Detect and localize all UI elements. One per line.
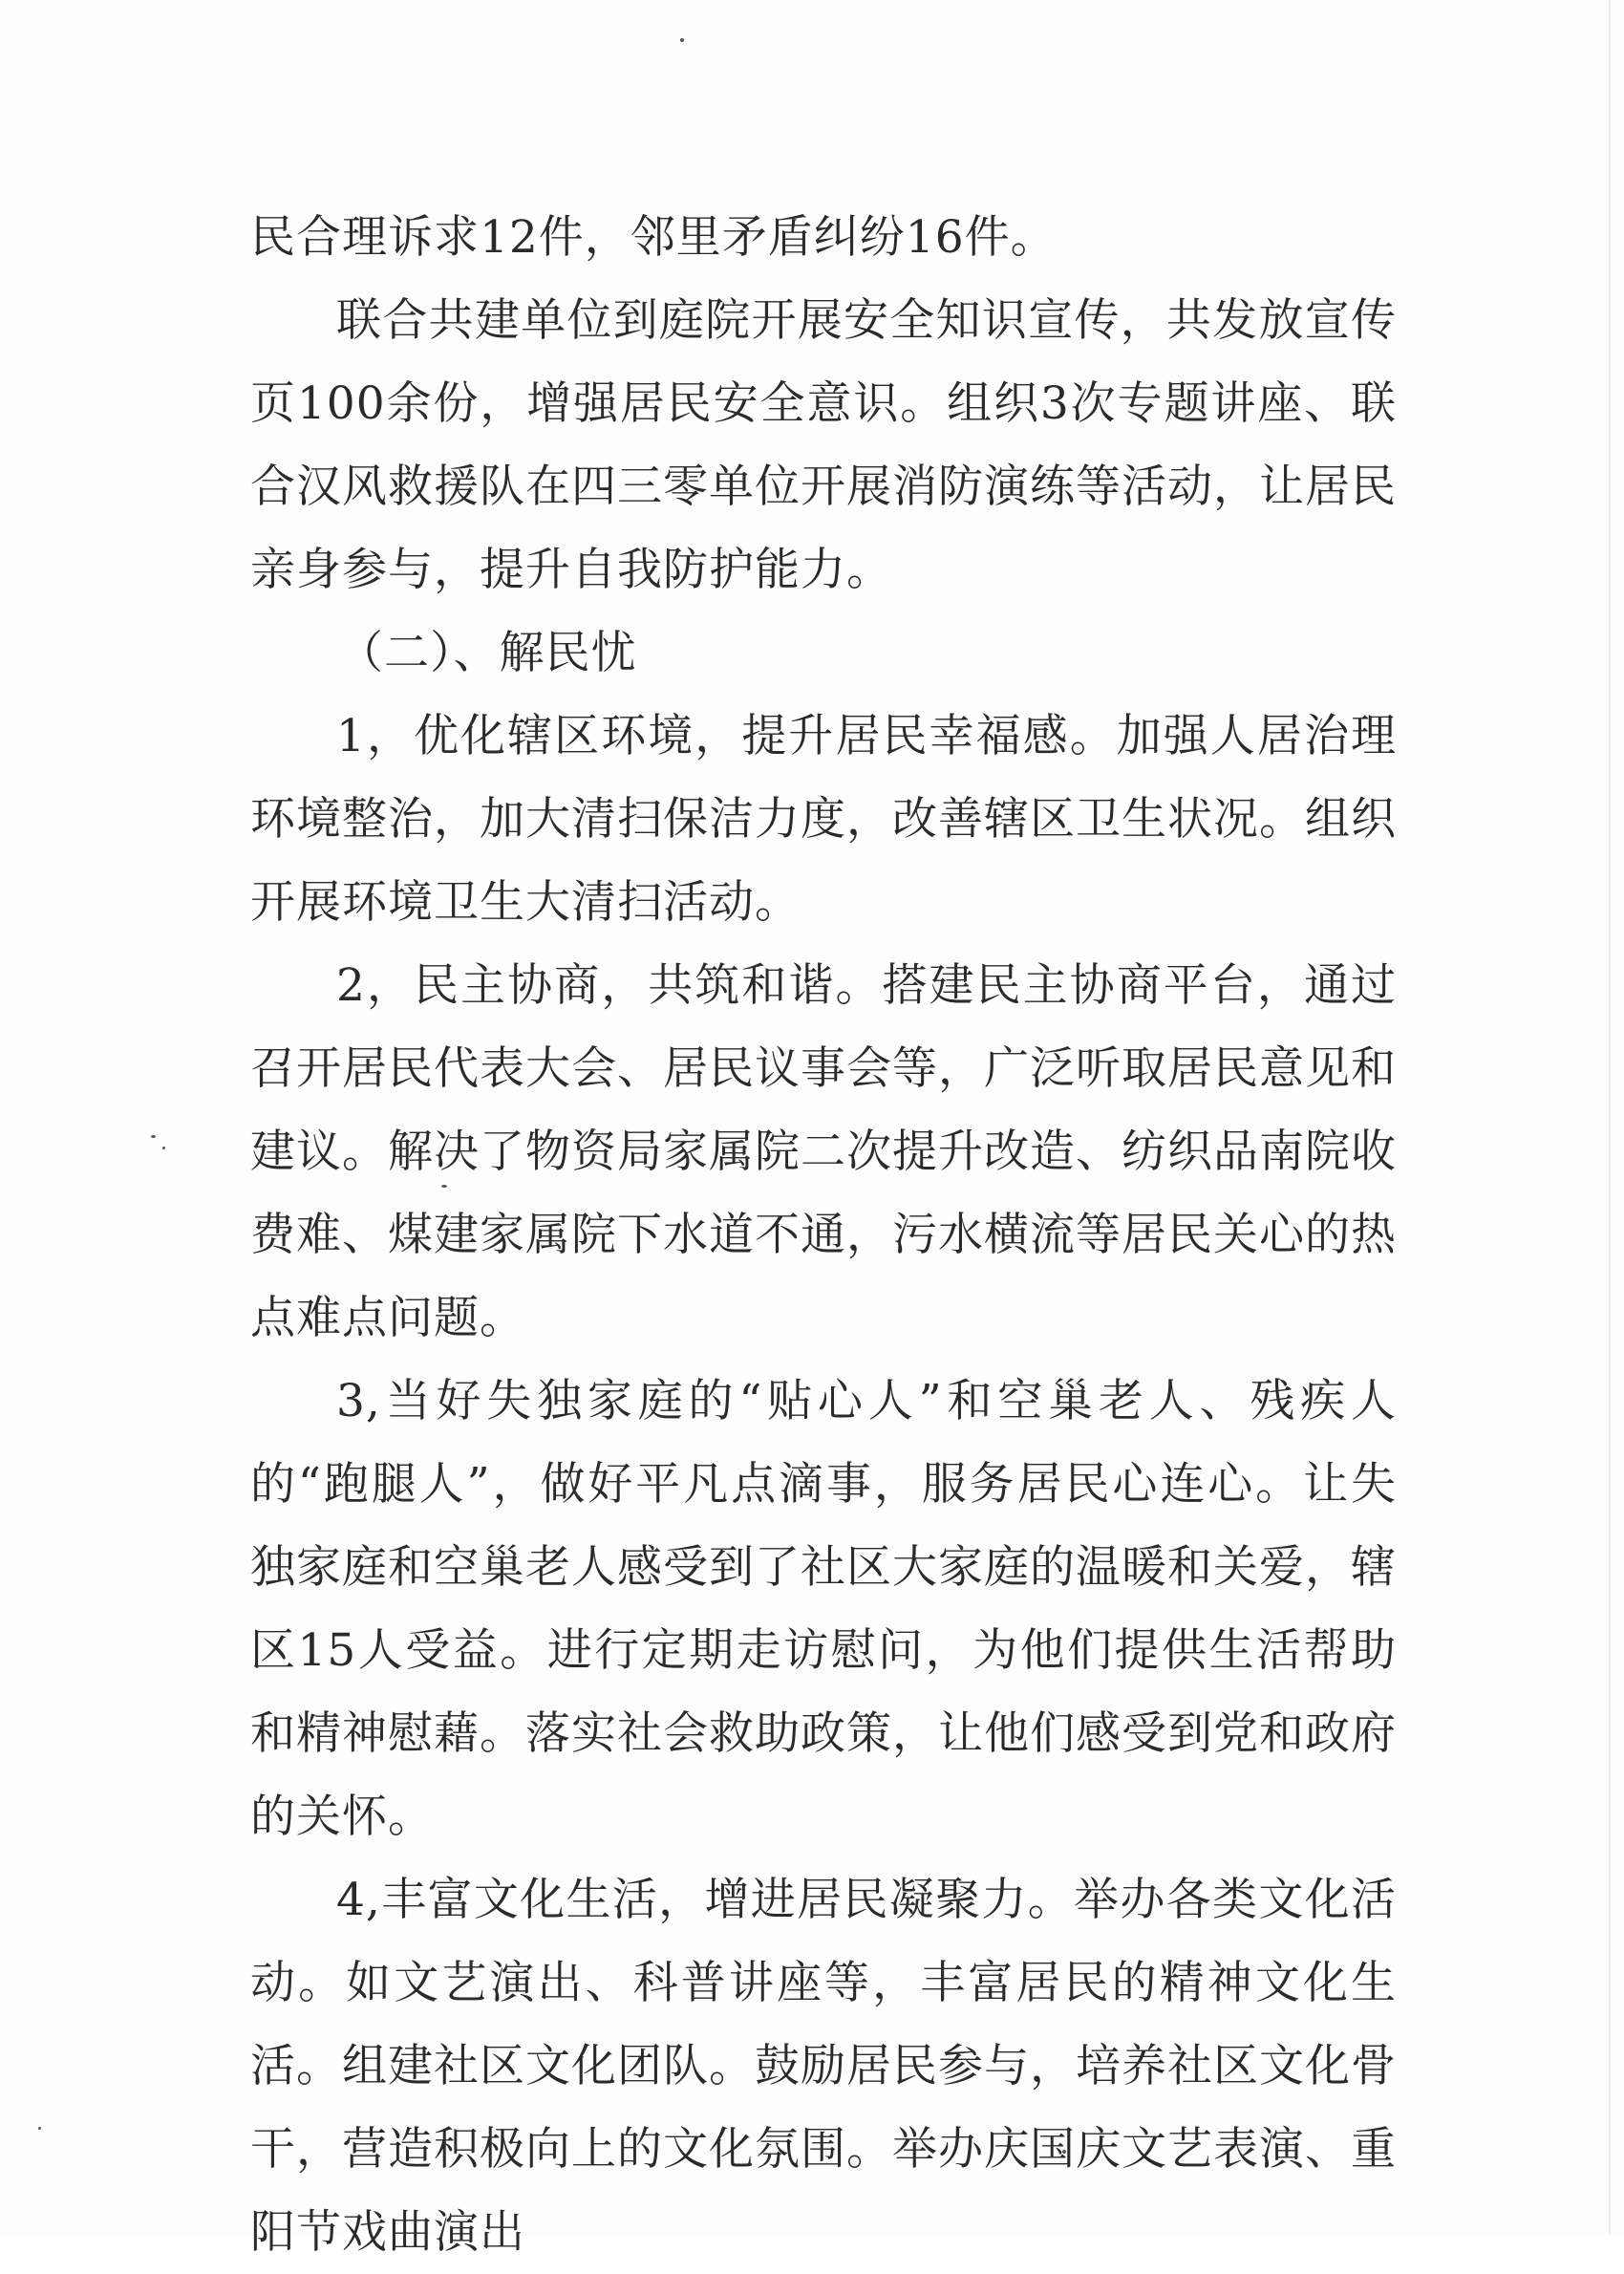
- paragraph-item-2: 2，民主协商，共筑和谐。搭建民主协商平台，通过召开居民代表大会、居民议事会等，广泛听取居民意见和建议。解决了物资局家属院二次提升改造、纺织品南院收费难、煤建家属院下水道不通，污水横流等居民关心的热点难点问题。: [250, 959, 1397, 1344]
- document-body: [250, 196, 1397, 2274]
- scan-speck: [162, 1147, 165, 1149]
- paragraph-item-3: 3,当好失独家庭的“贴心人”和空巢老人、残疾人的“跑腿人”，做好平凡点滴事，服务居民心连心。让失独家庭和空巢老人感受到了社区大家庭的温暖和关爱，辖区15人受益。进行定期走访慰问，为他们提供生活帮助和精神慰藉。落实社会救助政策，让他们感受到党和政府的关怀。: [250, 1375, 1397, 1843]
- paragraph-continuation: 民合理诉求12件，邻里矛盾纠纷16件。: [250, 211, 1057, 264]
- scan-speck: [38, 2127, 41, 2130]
- scan-speck: [680, 38, 684, 42]
- section-heading: （二）、解民忧: [338, 627, 637, 679]
- paragraph-safety-publicity: 联合共建单位到庭院开展安全知识宣传，共发放宣传页100余份，增强居民安全意识。组织3次专题讲座、联合汉风救援队在四三零单位开展消防演练等活动，让居民亲身参与，提升自我防护能力。: [250, 294, 1397, 596]
- paragraph-item-4: 4,丰富文化生活，增进居民凝聚力。举办各类文化活动。如文艺演出、科普讲座等，丰富居民的精神文化生活。组建社区文化团队。鼓励居民参与，培养社区文化骨干，营造积极向上的文化氛围。举办庆国庆文艺表演、重阳节戏曲演出: [250, 1874, 1397, 2259]
- paragraph-item-1: 1，优化辖区环境，提升居民幸福感。加强人居治理环境整治，加大清扫保洁力度，改善辖区卫生状况。组织开展环境卫生大清扫活动。: [250, 710, 1397, 929]
- scan-edge: [1609, 0, 1611, 2234]
- scan-speck: [151, 1135, 156, 1138]
